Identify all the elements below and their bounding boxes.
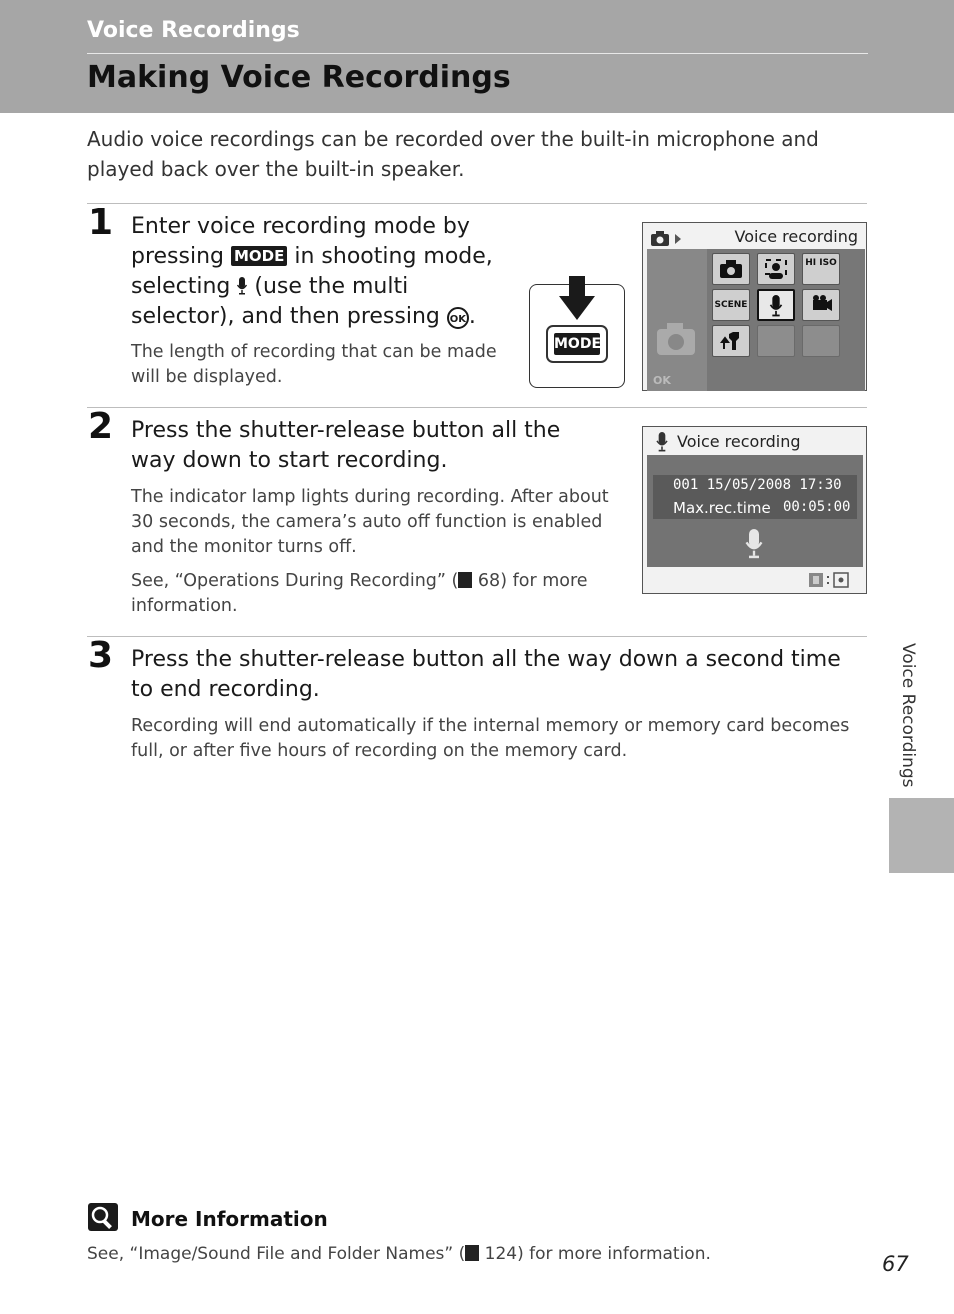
reference-icon	[465, 1245, 479, 1261]
page-title: Making Voice Recordings	[87, 60, 511, 95]
mode-button-icon: MODE	[231, 246, 287, 266]
section-title: Voice Recordings	[87, 18, 300, 43]
max-rec-value: 00:05:00	[783, 499, 851, 515]
microphone-icon	[237, 277, 247, 295]
step-number: 2	[88, 406, 114, 447]
mode-button-outline	[546, 325, 608, 363]
screen-title: Voice recording	[677, 432, 801, 451]
reference-icon	[458, 572, 472, 588]
step-title: Press the shutter-release button all the way down to start recording.	[131, 418, 561, 473]
movie-icon	[802, 289, 840, 321]
camera-icon	[655, 319, 697, 357]
step-note: Recording will end automatically if the internal memory or memory card becomes full, or after five hours of recording on the memory card.	[131, 716, 850, 761]
step-note-reference: See, “Operations During Recording” ( 68) for more information.	[131, 571, 588, 616]
header-bar	[0, 0, 954, 113]
face-icon	[757, 253, 795, 285]
more-info-text: See, “Image/Sound File and Folder Names” ( 124) for more information.	[87, 1244, 711, 1264]
camera-mode-icon	[651, 231, 685, 247]
screen-left-panel	[647, 249, 707, 391]
camera-screen-mode-select	[642, 222, 867, 391]
screen-body	[647, 455, 863, 567]
file-date-time: 001 15/05/2008 17:30	[673, 477, 842, 493]
max-rec-label: Max.rec.time	[673, 499, 771, 517]
step-note: The length of recording that can be made will be displayed.	[131, 342, 497, 387]
more-info-title: More Information	[131, 1207, 328, 1231]
hi-iso-icon: HI ISO	[802, 253, 840, 285]
side-tab-label: Voice Recordings	[898, 643, 918, 788]
step-divider	[87, 203, 867, 204]
microphone-icon	[743, 529, 765, 559]
page-number: 67	[882, 1252, 909, 1276]
side-tab-block	[889, 798, 954, 873]
ok-button-icon: OK	[447, 307, 469, 329]
down-arrow-icon	[545, 276, 609, 322]
step-note: The indicator lamp lights during recording. After about 30 seconds, the camera’s auto off function is enabled and the monitor turns off.	[131, 487, 609, 557]
microphone-icon	[757, 289, 795, 321]
mode-button-label: MODE	[554, 333, 600, 355]
intro-paragraph: Audio voice recordings can be recorded over the built-in microphone and played back over the built-in speaker.	[87, 127, 819, 181]
more-info-icon	[88, 1203, 118, 1231]
step-title: Enter voice recording mode by pressing MODE in shooting mode, selecting (use the multi selector), and then pressing OK .	[131, 214, 493, 329]
step-divider	[87, 636, 867, 637]
scene-icon: SCENE	[712, 289, 750, 321]
microphone-icon	[656, 432, 668, 452]
header-divider	[87, 53, 868, 54]
step-number: 3	[88, 635, 114, 676]
empty-slot	[757, 325, 795, 357]
step-title: Press the shutter-release button all the way down a second time to end recording.	[131, 647, 841, 702]
step-number: 1	[88, 202, 114, 243]
step-divider	[87, 407, 867, 408]
empty-slot	[802, 325, 840, 357]
memory-status-icon	[807, 571, 853, 589]
camera-screen-recording	[642, 426, 867, 594]
setup-icon	[712, 325, 750, 357]
screen-title: Voice recording	[734, 227, 858, 246]
ok-label: OK	[653, 374, 671, 387]
recording-info-band	[653, 475, 857, 519]
camera-icon	[712, 253, 750, 285]
screen-body	[647, 249, 865, 391]
